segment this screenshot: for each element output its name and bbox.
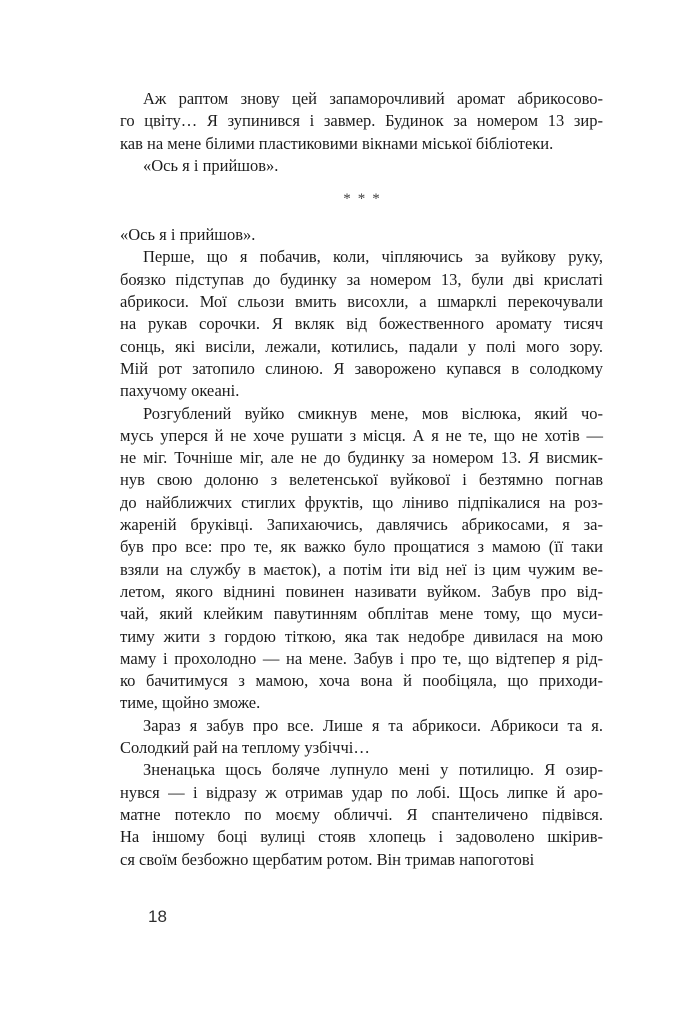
text-line: сонць, які висіли, лежали, котились, падали у полі мого зору. (120, 336, 603, 356)
text-line: мусь уперся й не хоче рушати з місця. А я не те, що не хотів — (120, 425, 603, 445)
paragraph (120, 224, 603, 246)
text-line: був про все: про те, як важко було прощатися з мамою (її таки (120, 537, 603, 557)
text-line: Солодкий рай на теплому узбіччі… (120, 738, 370, 758)
text-line: Зараз я забув про все. Лише я та абрикоси. Абрикоси та я. (143, 715, 603, 735)
text-line: Аж раптом знову цей запаморочливий аромат абрикосово- (143, 89, 603, 108)
paragraph (120, 155, 603, 177)
text-line: жареній бруківці. Запихаючись, давлячись абрикосами, я за- (120, 515, 603, 535)
text-line: нув свою долоню з велетенської вуйкової і безтямно погнав (120, 470, 603, 490)
text-line: ся своїм безбожно щербатим ротом. Він тримав напоготові (120, 849, 535, 869)
text-line: летом, якого віднині повинен називати вуйком. Забув про від- (120, 581, 603, 601)
paragraph (120, 246, 603, 402)
text-line: нувся — і відразу ж отримав удар по лобі. Щось липке й аро- (120, 782, 603, 802)
text-line: кав на мене білими пластиковими вікнами міської бібліотеки. (120, 133, 554, 153)
text-line: маму і прохолодно — на мене. Забув і про те, що відтепер я рід- (120, 648, 603, 668)
paragraph (120, 715, 603, 760)
text-line: Перше, що я побачив, коли, чіпляючись за вуйкову руку, (143, 247, 603, 267)
text-line: абрикоси. Мої сльози вмить висохли, а шмарклі перекочували (120, 292, 603, 312)
text-line: взяли на службу в маєток), а потім іти від неї із цим чужим ве- (120, 559, 603, 579)
text-line: тиме, щойно зможе. (120, 693, 261, 713)
section-separator: *** (343, 191, 387, 208)
paragraph (120, 403, 603, 715)
text-line: На іншому боці вулиці стояв хлопець і задоволено шкірив- (120, 827, 603, 847)
text-line: пахучому океані. (120, 381, 240, 401)
text-line: Мій рот затопило слиною. Я заворожено купався в солодкому (120, 358, 603, 378)
text-line: чай, який клейким павутинням обплітав мене тому, що муси- (120, 604, 603, 624)
text-line: матне потекло по моєму обличчі. Я спантеличено підвівся. (120, 804, 603, 824)
text-line: ко бачитимуся з мамою, хоча вона й пообіцяла, що приходи- (120, 671, 603, 691)
text-line: го цвіту… Я зупинився і завмер. Будинок за номером 13 зир- (120, 111, 603, 131)
text-line: на рукав сорочки. Я вкляк від божественного аромату тисяч (120, 314, 603, 334)
paragraph (120, 88, 603, 155)
text-line: тиму жити з гордою тіткою, яка так недобре дивилася на мою (120, 626, 603, 646)
text-line: Зненацька щось боляче лупнуло мені у потилицю. Я озир- (143, 760, 603, 780)
text-line: боязко підступав до будинку за номером 13, були дві крислаті (120, 269, 603, 289)
text-line: Розгублений вуйко смикнув мене, мов віслюка, який чо- (143, 403, 603, 423)
text-line: до найближчих стиглих фруктів, що ліниво підпікалися на роз- (120, 492, 603, 512)
text-line: «Ось я і прийшов». (120, 225, 256, 245)
page-number: 18 (148, 907, 167, 926)
text-line: не міг. Точніше міг, але не до будинку за номером 13. Я висмик- (120, 448, 603, 468)
text-column (120, 88, 603, 871)
paragraph (120, 759, 603, 870)
text-line: «Ось я і прийшов». (143, 155, 279, 175)
